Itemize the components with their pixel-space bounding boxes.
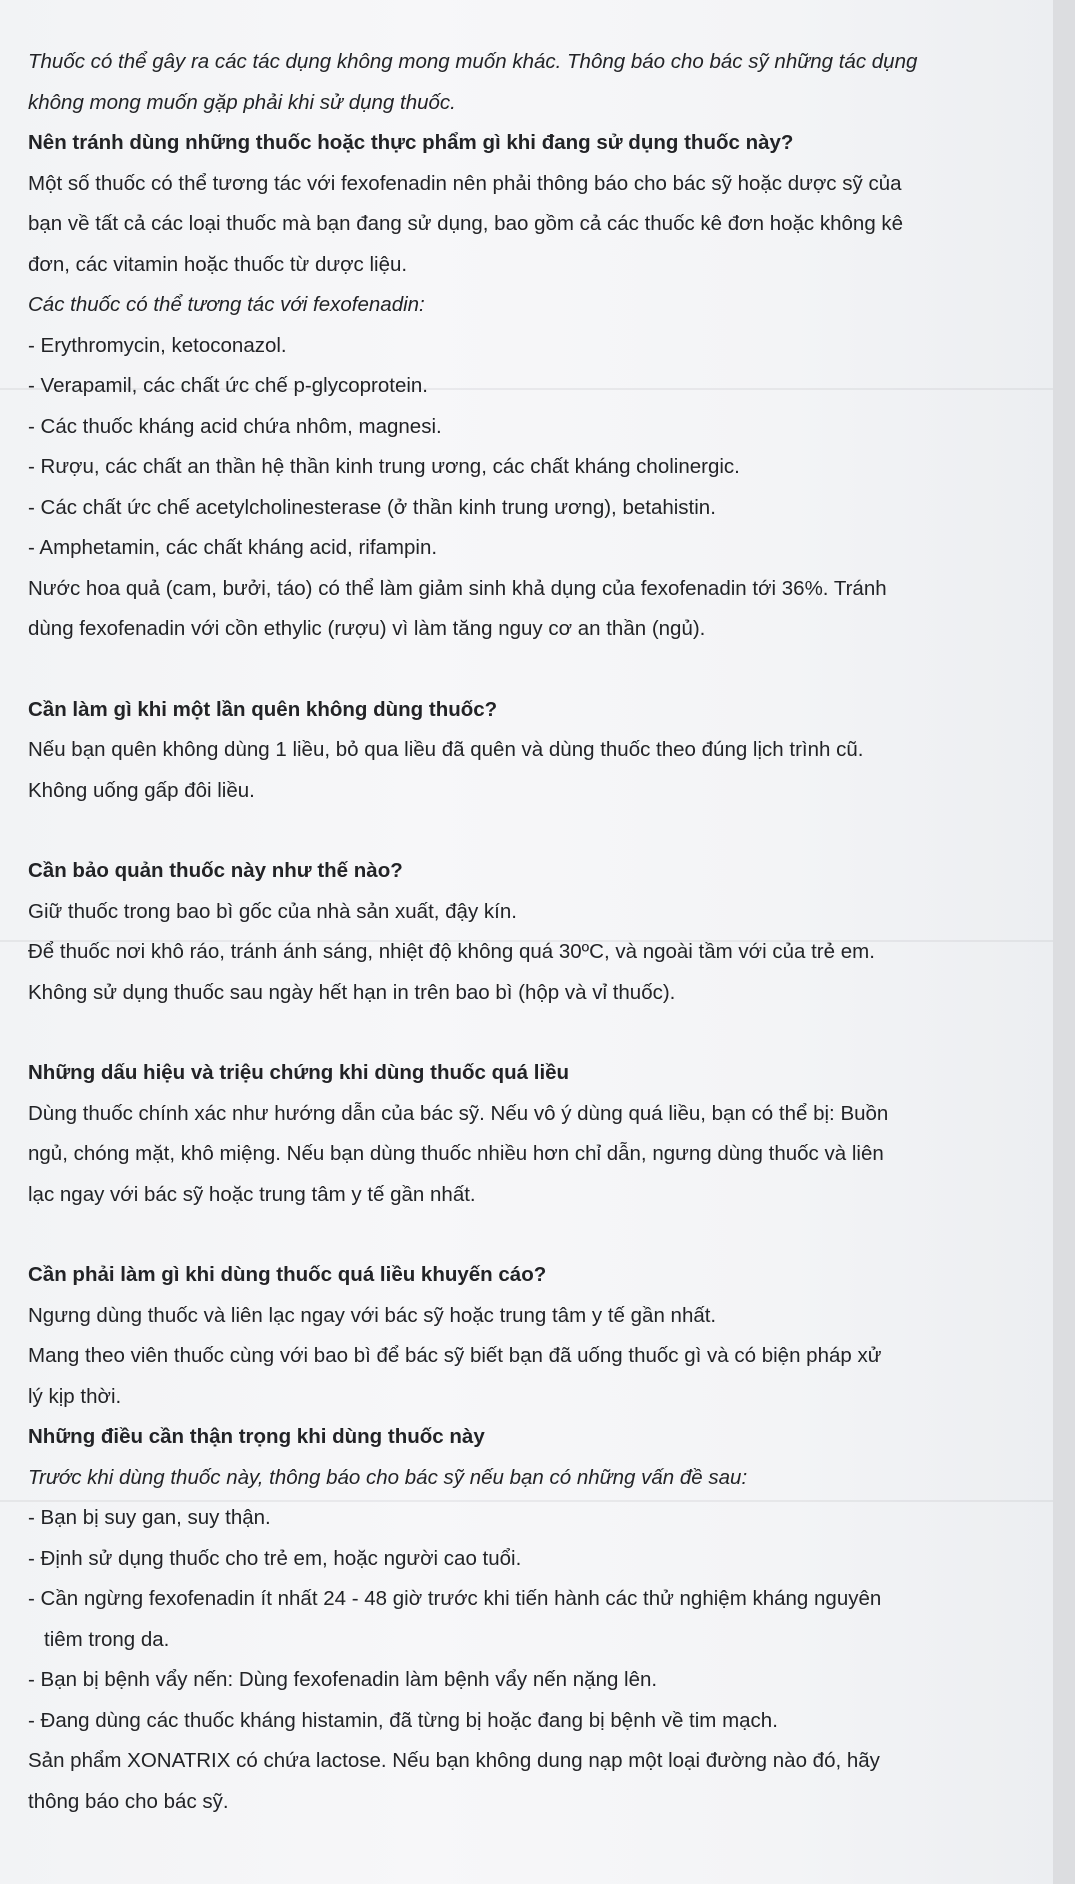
caution-item: - Bạn bị suy gan, suy thận.: [28, 1506, 271, 1529]
forget-line: Không uống gấp đôi liều.: [28, 778, 255, 802]
lactose-line: thông báo cho bác sỹ.: [28, 1789, 229, 1813]
overdose-action-line: Mang theo viên thuốc cùng với bao bì để bác sỹ biết bạn đã uống thuốc gì và có biện pháp xử: [28, 1344, 882, 1367]
interaction-item: - Verapamil, các chất ức chế p-glycoprotein.: [28, 374, 428, 397]
avoid-heading: Nên tránh dùng những thuốc hoặc thực phẩm gì khi đang sử dụng thuốc này?: [28, 131, 794, 154]
avoid-paragraph-line: đơn, các vitamin hoặc thuốc từ dược liệu.: [28, 252, 408, 276]
overdose-action-line: Ngưng dùng thuốc và liên lạc ngay với bác sỹ hoặc trung tâm y tế gần nhất.: [28, 1303, 717, 1327]
interaction-item: - Amphetamin, các chất kháng acid, rifampin.: [28, 536, 438, 559]
caution-item: - Định sử dụng thuốc cho trẻ em, hoặc người cao tuổi.: [28, 1546, 522, 1570]
storage-line: Để thuốc nơi khô ráo, tránh ánh sáng, nhiệt độ không quá 30ºC, và ngoài tầm với của trẻ em.: [28, 940, 875, 963]
avoid-paragraph-line: bạn về tất cả các loại thuốc mà bạn đang sử dụng, bao gồm cả các thuốc kê đơn hoặc không kê: [28, 212, 904, 235]
caution-heading: Những điều cần thận trọng khi dùng thuốc này: [28, 1425, 485, 1448]
page-edge-background: [1053, 0, 1075, 1884]
caution-item: - Cần ngừng fexofenadin ít nhất 24 - 48 giờ trước khi tiến hành các thử nghiệm kháng nguyên: [28, 1587, 882, 1610]
caution-item: - Đang dùng các thuốc kháng histamin, đã từng bị hoặc đang bị bệnh về tim mạch.: [28, 1708, 778, 1732]
interaction-item: - Các chất ức chế acetylcholinesterase (ở thần kinh trung ương), betahistin.: [28, 495, 716, 519]
interaction-item: - Các thuốc kháng acid chứa nhôm, magnesi.: [28, 414, 442, 438]
juice-paragraph-line: Nước hoa quả (cam, bưởi, táo) có thể làm giảm sinh khả dụng của fexofenadin tới 36%. Tránh: [28, 576, 887, 600]
storage-heading: Cần bảo quản thuốc này như thế nào?: [28, 859, 403, 882]
section-gap: [28, 1215, 1018, 1255]
section-gap: [28, 811, 1018, 851]
overdose-line: Dùng thuốc chính xác như hướng dẫn của bác sỹ. Nếu vô ý dùng quá liều, bạn có thể bị: Buồn: [28, 1101, 889, 1125]
interaction-item: - Rượu, các chất an thần hệ thần kinh trung ương, các chất kháng cholinergic.: [28, 455, 740, 478]
section-gap: [28, 1013, 1018, 1053]
interaction-item: - Erythromycin, ketoconazol.: [28, 333, 287, 357]
forget-heading: Cần làm gì khi một lần quên không dùng thuốc?: [28, 697, 498, 721]
caution-item-continuation: tiêm trong da.: [44, 1627, 170, 1651]
storage-line: Giữ thuốc trong bao bì gốc của nhà sản xuất, đậy kín.: [28, 899, 517, 923]
caution-item: - Bạn bị bệnh vẩy nến: Dùng fexofenadin làm bệnh vẩy nến nặng lên.: [28, 1668, 658, 1691]
overdose-action-heading: Cần phải làm gì khi dùng thuốc quá liều khuyến cáo?: [28, 1263, 547, 1286]
leaflet-text: [28, 42, 1018, 1822]
intro-line: không mong muốn gặp phải khi sử dụng thuốc.: [28, 90, 456, 114]
interaction-label: Các thuốc có thể tương tác với fexofenadin:: [28, 293, 425, 316]
storage-line: Không sử dụng thuốc sau ngày hết hạn in trên bao bì (hộp và vỉ thuốc).: [28, 980, 676, 1004]
section-gap: [28, 650, 1018, 690]
avoid-paragraph-line: Một số thuốc có thể tương tác với fexofenadin nên phải thông báo cho bác sỹ hoặc dược sỹ của: [28, 171, 902, 195]
overdose-line: ngủ, chóng mặt, khô miệng. Nếu bạn dùng thuốc nhiều hơn chỉ dẫn, ngưng dùng thuốc và liên: [28, 1142, 884, 1165]
caution-label: Trước khi dùng thuốc này, thông báo cho bác sỹ nếu bạn có những vấn đề sau:: [28, 1465, 748, 1489]
forget-line: Nếu bạn quên không dùng 1 liều, bỏ qua liều đã quên và dùng thuốc theo đúng lịch trình cũ.: [28, 738, 864, 761]
overdose-action-line: lý kịp thời.: [28, 1384, 122, 1408]
intro-line: Thuốc có thể gây ra các tác dụng không mong muốn khác. Thông báo cho bác sỹ những tác dụng: [28, 50, 918, 73]
juice-paragraph-line: dùng fexofenadin với cồn ethylic (rượu) vì làm tăng nguy cơ an thần (ngủ).: [28, 617, 706, 640]
overdose-heading: Những dấu hiệu và triệu chứng khi dùng thuốc quá liều: [28, 1061, 570, 1084]
lactose-line: Sản phẩm XONATRIX có chứa lactose. Nếu bạn không dung nạp một loại đường nào đó, hãy: [28, 1749, 880, 1772]
overdose-line: lạc ngay với bác sỹ hoặc trung tâm y tế gần nhất.: [28, 1182, 476, 1206]
